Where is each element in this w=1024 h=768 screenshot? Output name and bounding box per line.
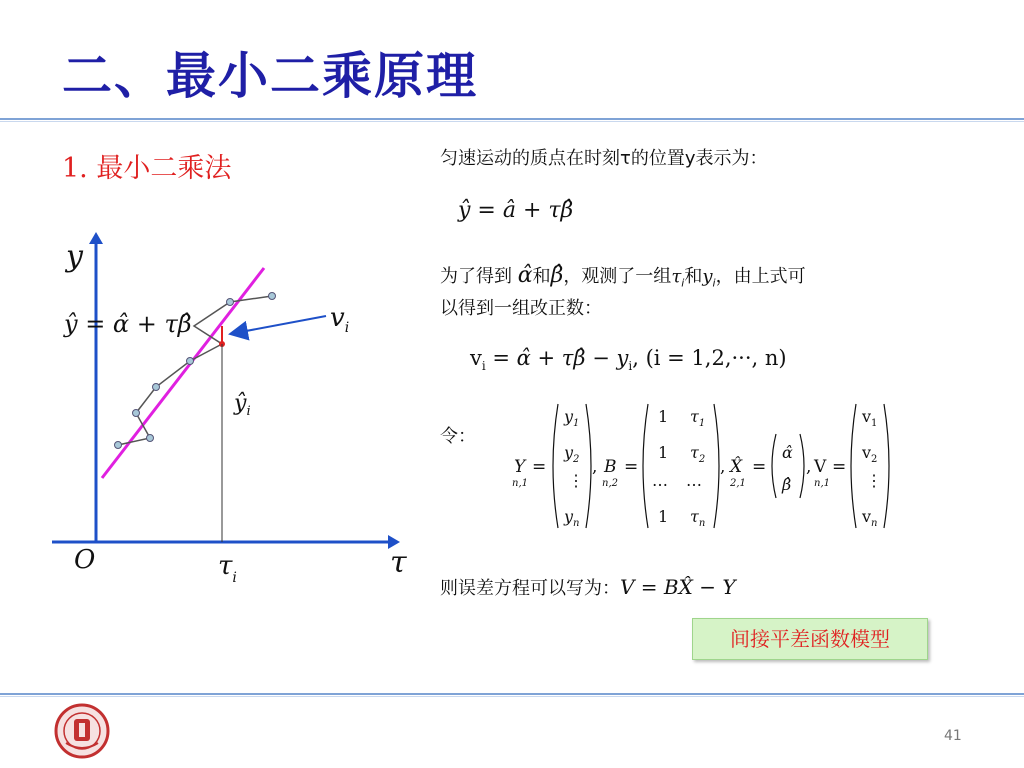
bottom-divider <box>0 693 1024 695</box>
matrix-v-dim: n,1 <box>814 478 830 489</box>
svg-text:,: , <box>592 457 598 477</box>
svg-text:⋮: ⋮ <box>866 471 882 490</box>
svg-text:β̂: β̂ <box>782 475 792 494</box>
svg-text:v1: $v_1$ <box>862 407 878 429</box>
y-axis-label: y <box>66 239 83 274</box>
origin-label: O <box>74 545 96 575</box>
observation-point <box>153 384 160 391</box>
x-axis-label: τ <box>390 545 407 580</box>
matrix-b-name: B <box>604 457 617 477</box>
residual-label: $v_i$ <box>330 303 350 336</box>
observation-point <box>187 358 194 365</box>
svg-text:yn: $y_n$ <box>564 507 580 529</box>
matrix-y-name: Y <box>514 457 526 477</box>
paragraph-line-1: 为了得到 α̂和β̂，观测了一组$\tau_i$和$y_i$，由上式可 <box>440 263 806 290</box>
matrix-y-dim: n,1 <box>512 478 528 489</box>
bottom-divider-shadow <box>0 696 1024 697</box>
yhat-label: $ŷ_i$ <box>234 391 251 419</box>
bracket <box>851 404 856 528</box>
intro-text: 匀速运动的质点在时刻τ的位置y表示为： <box>440 148 768 169</box>
slide-title: 二、最小二乘原理 <box>62 47 478 105</box>
tau-i-label: $\tau_i$ <box>218 551 237 586</box>
residual-arrow <box>230 316 326 334</box>
observation-point <box>115 442 122 449</box>
svg-text:1: 1 <box>658 407 669 426</box>
observation-point <box>133 410 140 417</box>
page-number: 41 <box>944 728 962 744</box>
matrix-x-name: X̂ <box>730 457 743 477</box>
svg-text:v2: $v_2$ <box>862 443 878 465</box>
matrix-b-dim: n,2 <box>602 478 618 489</box>
svg-text:vn: $v_n$ <box>862 507 878 529</box>
matrix-definitions <box>508 396 898 536</box>
svg-text:=: = <box>752 457 767 477</box>
svg-text:,: , <box>720 457 726 477</box>
model-name-button[interactable]: 间接平差函数模型 <box>692 618 928 660</box>
svg-text:y2: $y_2$ <box>564 443 580 465</box>
svg-text:⋮: ⋮ <box>568 471 584 490</box>
least-squares-figure <box>44 230 424 590</box>
equation-error: V = BX̂ − Y <box>620 575 736 599</box>
svg-text:α̂: α̂ <box>782 443 793 462</box>
svg-text:…: … <box>652 471 668 490</box>
conclusion-line: 则误差方程可以写为：V = BX̂ − Y <box>440 575 736 599</box>
svg-text:1: 1 <box>658 443 669 462</box>
svg-text:…: … <box>686 471 702 490</box>
y-axis-arrowhead <box>89 232 103 244</box>
svg-text:1: 1 <box>658 507 669 526</box>
line-equation-label: ŷ = α̂ + τβ̂ <box>64 310 192 338</box>
observation-point <box>269 293 276 300</box>
svg-text:=: = <box>832 457 847 477</box>
bracket <box>884 404 889 528</box>
section-heading: 1. 最小二乘法 <box>62 153 232 184</box>
bracket <box>800 434 804 498</box>
svg-text:,: , <box>806 457 812 477</box>
top-divider <box>0 118 1024 120</box>
svg-text:τ2: $\tau_2$ <box>690 443 706 465</box>
bracket <box>714 404 719 528</box>
equation-fit: ŷ = â + τβ̂ <box>458 198 574 223</box>
svg-text:τn: $\tau_n$ <box>690 507 706 529</box>
observation-point <box>227 299 234 306</box>
paragraph-line-2: 以得到一组改正数： <box>440 298 602 319</box>
eq-sign: = <box>532 457 547 477</box>
svg-text:=: = <box>624 457 639 477</box>
observation-point <box>147 435 154 442</box>
ling-label: 令： <box>440 426 476 447</box>
top-divider-shadow <box>0 121 1024 122</box>
svg-text:y1: $y_1$ <box>564 407 580 429</box>
bracket <box>772 434 776 498</box>
bracket <box>586 404 591 528</box>
fitted-line <box>102 268 264 478</box>
bracket <box>643 404 648 528</box>
equation-residual: $v_i$ = α̂ + τβ̂ − $y_i$, (i = 1,2,···, n) <box>470 346 787 374</box>
svg-text:τ1: $\tau_1$ <box>690 407 706 429</box>
matrix-v-name: V <box>814 457 827 477</box>
matrix-x-dim: 2,1 <box>730 478 746 489</box>
bracket <box>553 404 558 528</box>
university-logo-icon <box>52 703 112 759</box>
